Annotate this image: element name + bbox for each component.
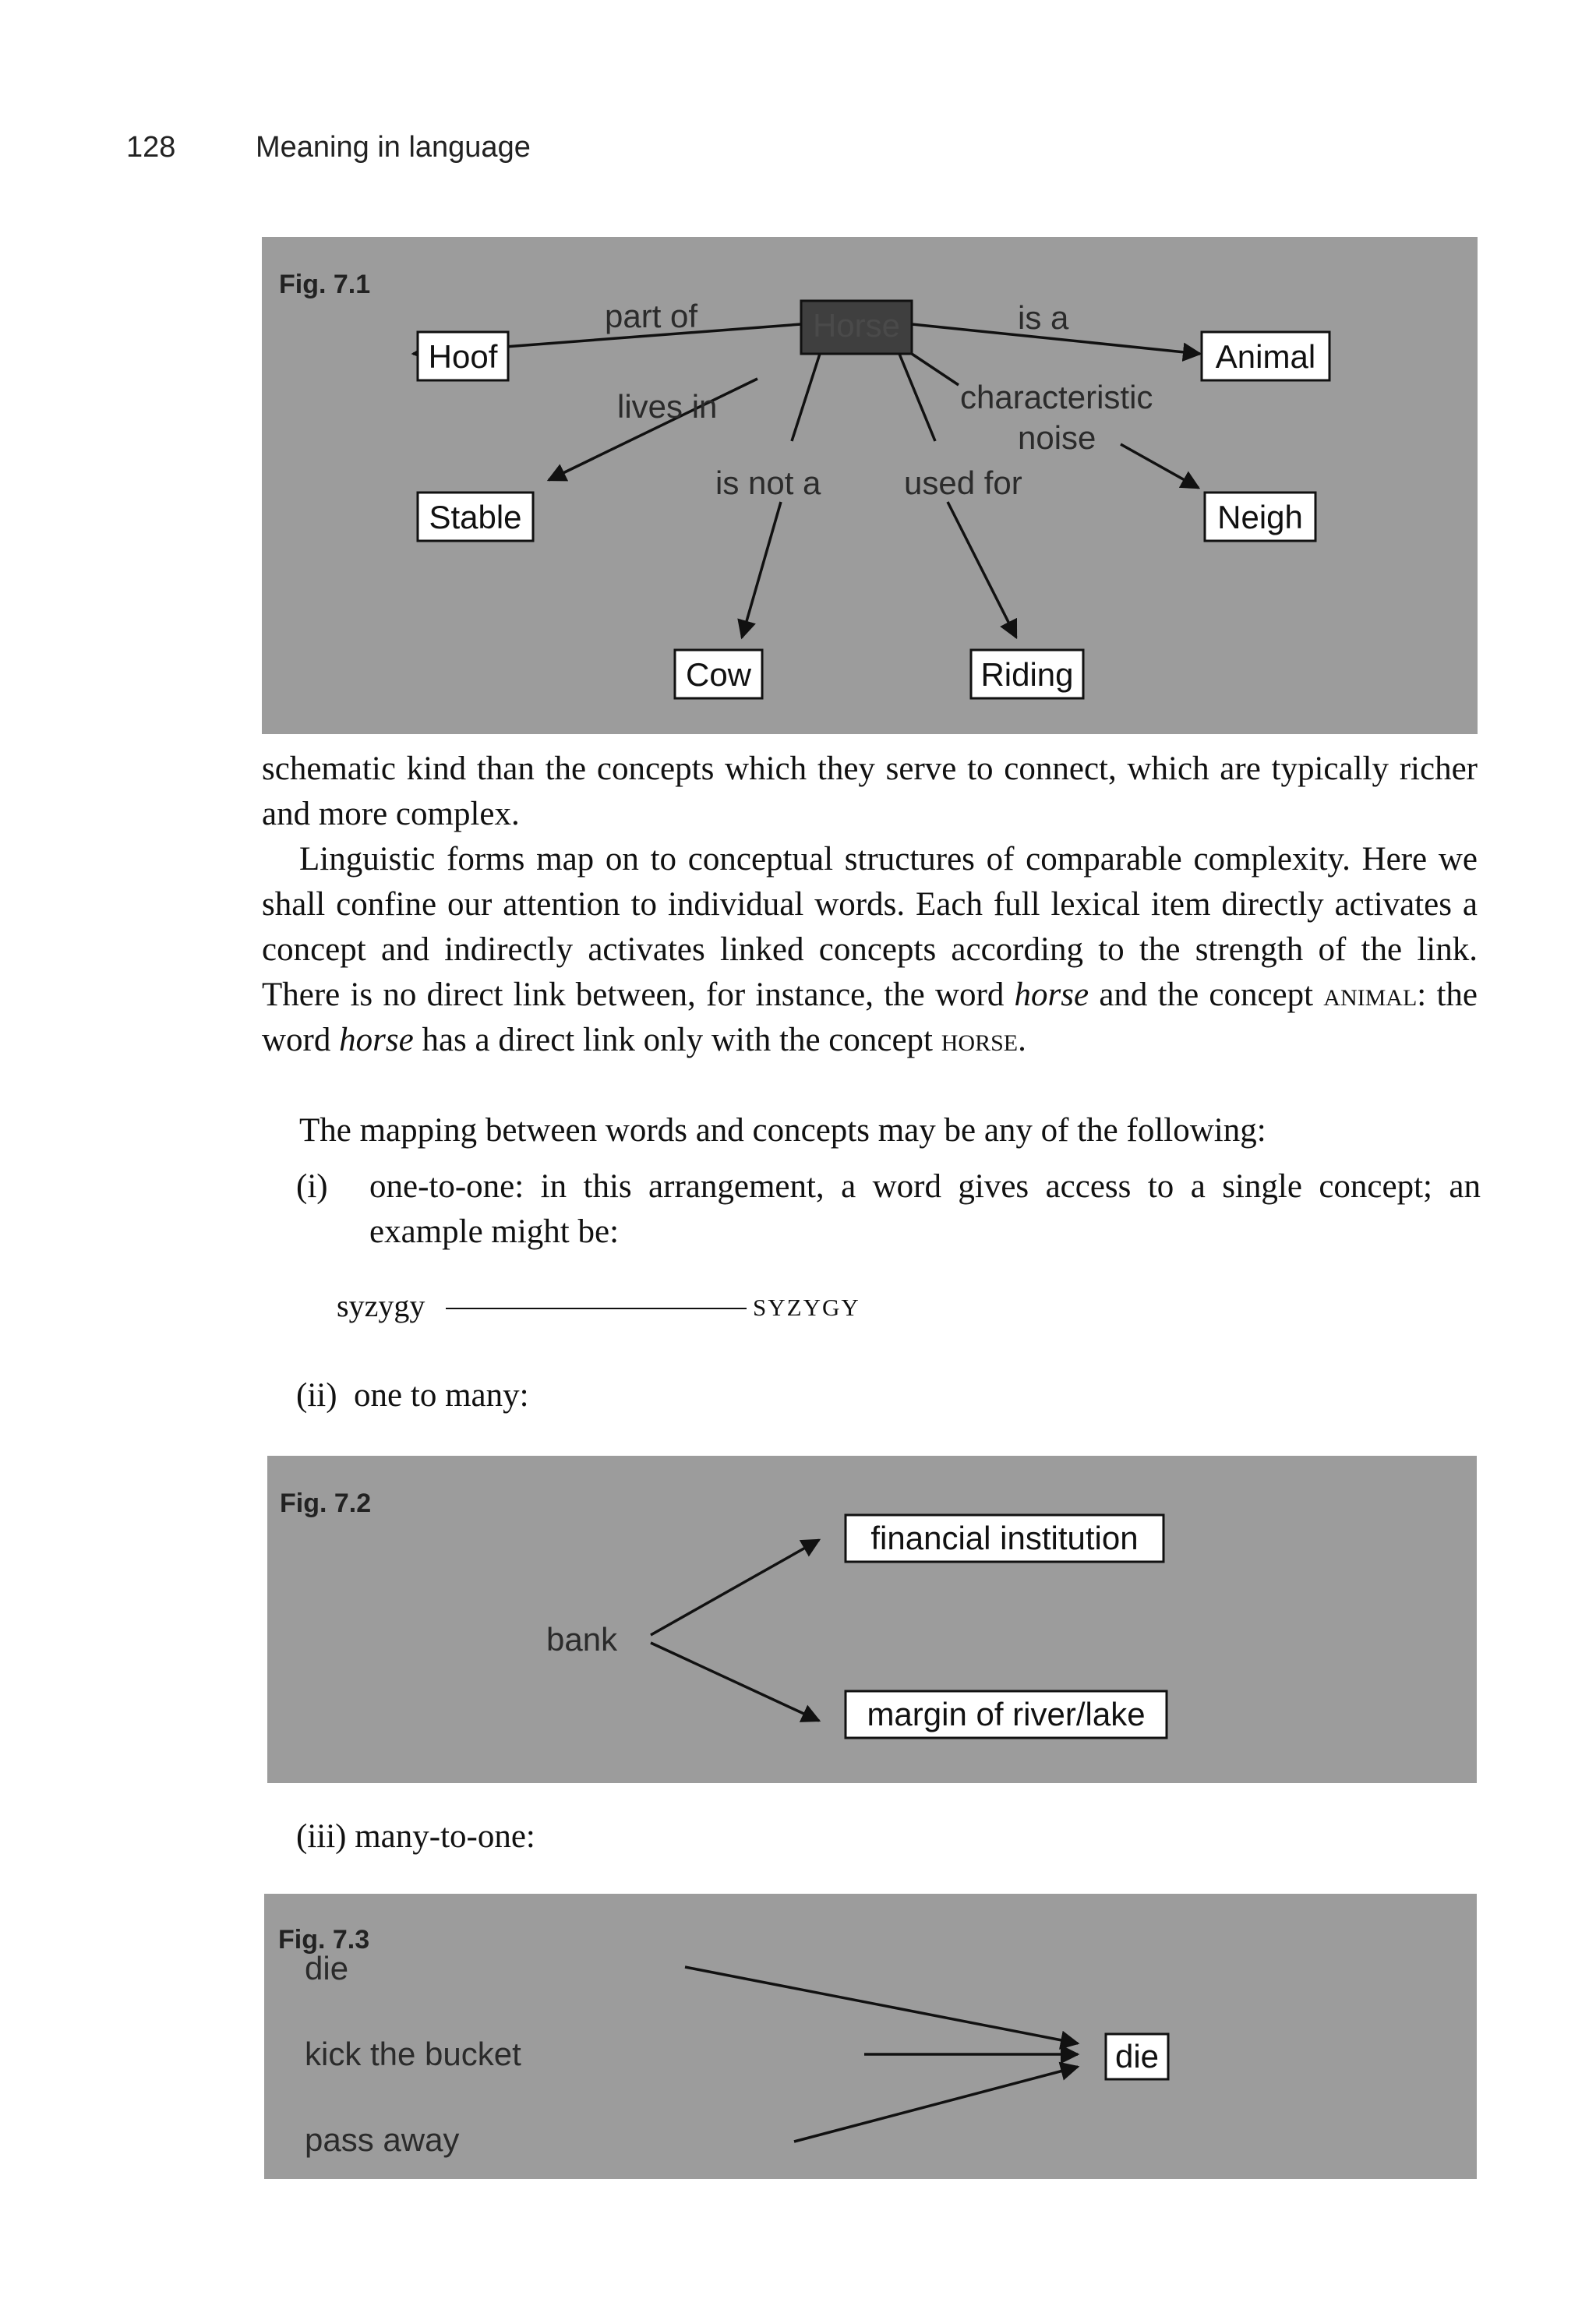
page-number: 128 bbox=[126, 131, 176, 164]
list-marker-i: (i) bbox=[296, 1168, 328, 1205]
link-die bbox=[685, 1967, 1078, 2043]
node-hoof: Hoof bbox=[428, 338, 498, 375]
label-is-not-a: is not a bbox=[715, 464, 821, 501]
figure-7-1 bbox=[262, 237, 1478, 734]
node-stable: Stable bbox=[429, 499, 522, 535]
figure-label: Fig. 7.1 bbox=[279, 270, 371, 299]
running-title: Meaning in language bbox=[256, 131, 531, 164]
label-used-for: used for bbox=[904, 464, 1022, 501]
node-cow: Cow bbox=[685, 656, 752, 693]
paragraph-2 bbox=[262, 837, 1478, 1063]
concept-horse: horse bbox=[941, 1022, 1019, 1058]
paragraph-2-part-c: : the word bbox=[262, 976, 1478, 1058]
list-item-ii: (ii) one to many: bbox=[296, 1377, 529, 1414]
node-animal: Animal bbox=[1215, 338, 1316, 375]
label-noise: noise bbox=[1018, 419, 1096, 456]
node-horse: Horse bbox=[812, 307, 901, 344]
link-is-not-a-upper bbox=[792, 354, 820, 441]
list-item-iii: (iii) many-to-one: bbox=[296, 1818, 535, 1855]
paragraph-2-part-b: and the concept bbox=[1089, 976, 1324, 1013]
label-lives-in: lives in bbox=[617, 388, 718, 425]
syzygy-word: syzygy bbox=[337, 1288, 425, 1323]
paragraph-3: The mapping between words and concepts may be any of the following: bbox=[299, 1112, 1266, 1149]
word-horse: horse bbox=[1014, 976, 1089, 1013]
link-bank-financial bbox=[651, 1540, 819, 1635]
paragraph-2-part-e: . bbox=[1018, 1022, 1026, 1058]
link-used-for-lower bbox=[948, 502, 1016, 637]
word-horse-2: horse bbox=[339, 1022, 414, 1058]
concept-margin-of-river: margin of river/lake bbox=[867, 1696, 1146, 1732]
node-riding: Riding bbox=[980, 656, 1074, 693]
word-pass-away: pass away bbox=[305, 2121, 460, 2158]
label-characteristic: characteristic bbox=[960, 379, 1153, 415]
list-item-i bbox=[296, 1164, 1481, 1255]
link-is-not-a-lower bbox=[742, 502, 781, 637]
label-is-a: is a bbox=[1018, 299, 1069, 336]
running-header bbox=[126, 131, 531, 164]
figure-7-2 bbox=[267, 1456, 1477, 1783]
syzygy-concept: SYZYGY bbox=[753, 1294, 860, 1321]
paragraph-2-part-d: has a direct link only with the concept bbox=[413, 1022, 941, 1058]
list-text-i: one-to-one: in this arrangement, a word gives access to a single concept; an example might be: bbox=[369, 1168, 1481, 1250]
figure-label: Fig. 7.3 bbox=[278, 1925, 370, 1955]
concept-financial-institution: financial institution bbox=[870, 1520, 1139, 1556]
figure-label: Fig. 7.2 bbox=[280, 1489, 372, 1518]
link-noise bbox=[1121, 444, 1199, 488]
link-bank-margin bbox=[651, 1643, 819, 1721]
link-pass-away bbox=[794, 2067, 1078, 2142]
node-neigh: Neigh bbox=[1217, 499, 1303, 535]
label-part-of: part of bbox=[605, 298, 698, 334]
word-kick-the-bucket: kick the bucket bbox=[305, 2036, 521, 2072]
paragraph-2-part-a: Linguistic forms map on to conceptual structures of comparable complexity. Here we shall confine our attention to individual words. Each full lexical item directly activates a concept and indirectly activates linked concepts according to the strength of the link. There is no direct link between, for instance, the word bbox=[262, 841, 1478, 1013]
figure-7-3 bbox=[264, 1894, 1477, 2179]
concept-die: die bbox=[1114, 2038, 1160, 2075]
word-bank: bank bbox=[546, 1621, 618, 1658]
paragraph-1: schematic kind than the concepts which they serve to connect, which are typically richer and more complex. bbox=[262, 750, 1478, 832]
concept-animal: animal bbox=[1323, 976, 1418, 1013]
syzygy-link-line bbox=[446, 1308, 747, 1309]
word-die: die bbox=[305, 1950, 349, 1986]
link-characteristic bbox=[912, 354, 959, 385]
